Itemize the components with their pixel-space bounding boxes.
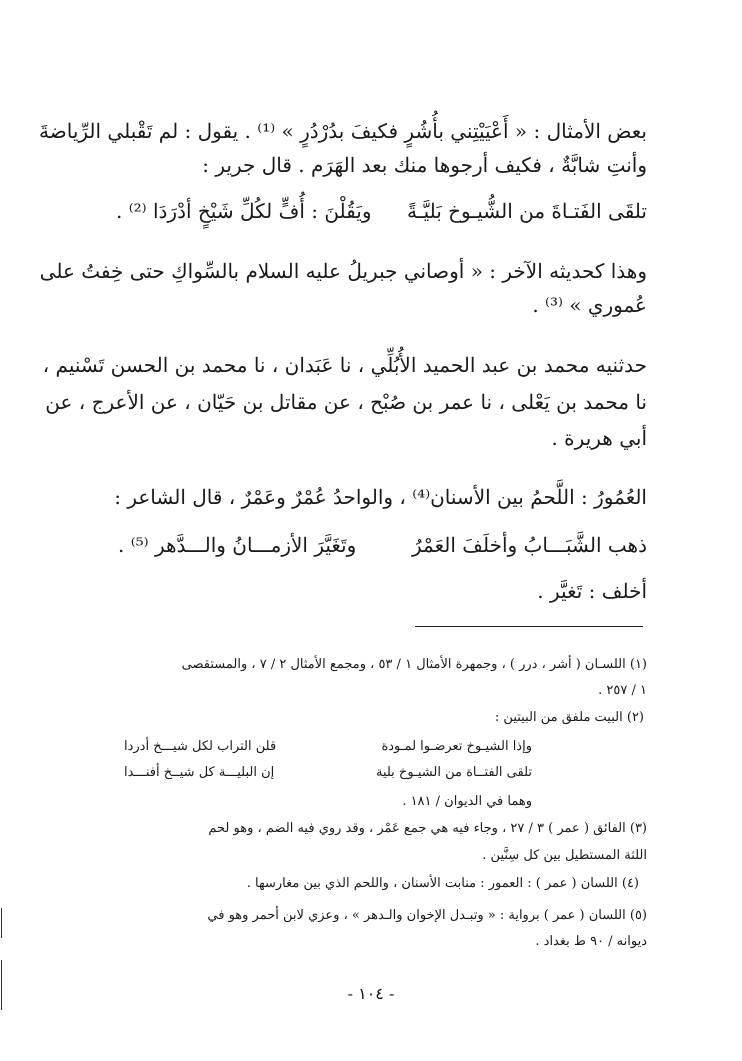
footnote-1-cont: ١ / ٢٥٧ . bbox=[598, 683, 647, 698]
isnad-line-1: حدثنيه محمد بن عبد الحميد الأُبُلِّي ، نا عَبَدان ، نا محمد بن الحسن تَسْنيم ، bbox=[42, 353, 647, 377]
footnote-4: (٤) اللسان ( عمر ) : العمور : منابت الأسنان ، واللحم الذي بين مغارسها . bbox=[246, 876, 639, 891]
verse-1-second-hemistich: ويَقُلْنَ : أُفٍّ لكُلِّ شَيْخٍ أدْرَدَا ⁽²⁾ . bbox=[116, 199, 372, 223]
isnad-line-2: نا محمد بن يَعْلى ، نا عمر بن صُبْح ، عن مقاتل بن حَيّان ، عن الأعرج ، عن bbox=[45, 390, 647, 414]
page-number: - ١٠٤ - bbox=[347, 984, 395, 1003]
footnote-2-verse-1-second: قلن التراب لكل شيـــخ أدردا bbox=[124, 739, 277, 754]
text-line-3: وهذا كحديثه الآخر : « أوصاني جبريلُ عليه السلام بالسِّواكِ حتى خِفتُ على bbox=[39, 259, 647, 283]
footnote-3-cont: اللثة المستطيل بين كل سِنَّين . bbox=[482, 848, 647, 863]
text-line-2: وأنتِ شابَّةٌ ، فكيف أرجوها منك بعد الهَرَم . قال جرير : bbox=[202, 153, 647, 177]
footnote-2-verse-2-first: تلقى الفتــاة من الشيـوخ بلية bbox=[375, 765, 532, 780]
scan-edge-mark bbox=[1, 908, 2, 938]
text-line-akhlaf: أخلف : تَغيَّر . bbox=[537, 579, 647, 603]
text-line-4: عُموري » ⁽³⁾ . bbox=[532, 293, 647, 317]
footnote-2: (٢) البيت ملفق من البيتين : bbox=[494, 710, 644, 725]
footnote-2-end: وهما في الديوان / ١٨١ . bbox=[402, 794, 532, 809]
scan-edge-mark bbox=[1, 960, 2, 1010]
footnote-5: (٥) اللسان ( عمر ) برواية : « وتبـدل الإخوان والـدهر » ، وعزي لابن أحمر وهو في bbox=[207, 908, 647, 923]
footnote-3: (٣) الفائق ( عمر ) ٣ / ٢٧ ، وجاء فيه هي جمع عَمْر ، وقد روي فيه الضم ، وهو لحم bbox=[208, 821, 647, 836]
footnote-separator bbox=[415, 626, 643, 627]
verse-2-second-hemistich: وتَغَيَّرَ الأزمـــانُ والـــدَّهر ⁽⁵⁾ . bbox=[118, 533, 357, 557]
isnad-line-3: أبي هريرة . bbox=[551, 426, 647, 450]
footnote-2-verse-1-first: وإذا الشيـوخ تعرضـوا لمـودة bbox=[381, 739, 532, 754]
verse-2-first-hemistich: ذهب الشَّبَـــابُ وأخلَفَ العَمْرُ bbox=[412, 533, 647, 557]
footnote-1: (١) اللسـان ( أشر ، درر ) ، وجمهرة الأمثال ١ / ٥٣ ، ومجمع الأمثال ٢ / ٧ ، والمستقصى bbox=[181, 657, 647, 672]
verse-1-first-hemistich: تلقَى الفَتـاةَ من الشُّيـوخ بَليَّـةً bbox=[406, 199, 647, 223]
footnote-2-verse-2-second: إن البليـــة كل شيــخ أفنـــدا bbox=[124, 765, 275, 780]
footnote-5-cont: ديوانه / ٩٠ ط بغداد . bbox=[535, 934, 647, 949]
text-line-umur: العُمُورُ : اللَّحمُ بين الأسنان⁽⁴⁾ ، والواحدُ عُمْرٌ وعَمْرٌ ، قال الشاعر : bbox=[114, 485, 647, 509]
text-line-1: بعض الأمثال : « أَعْيَيْتِني بأُشُرٍ فكيفَ بدُرْدُرٍ » ⁽¹⁾ . يقول : لم تَقْبلي الرِّياضةَ bbox=[39, 119, 647, 143]
